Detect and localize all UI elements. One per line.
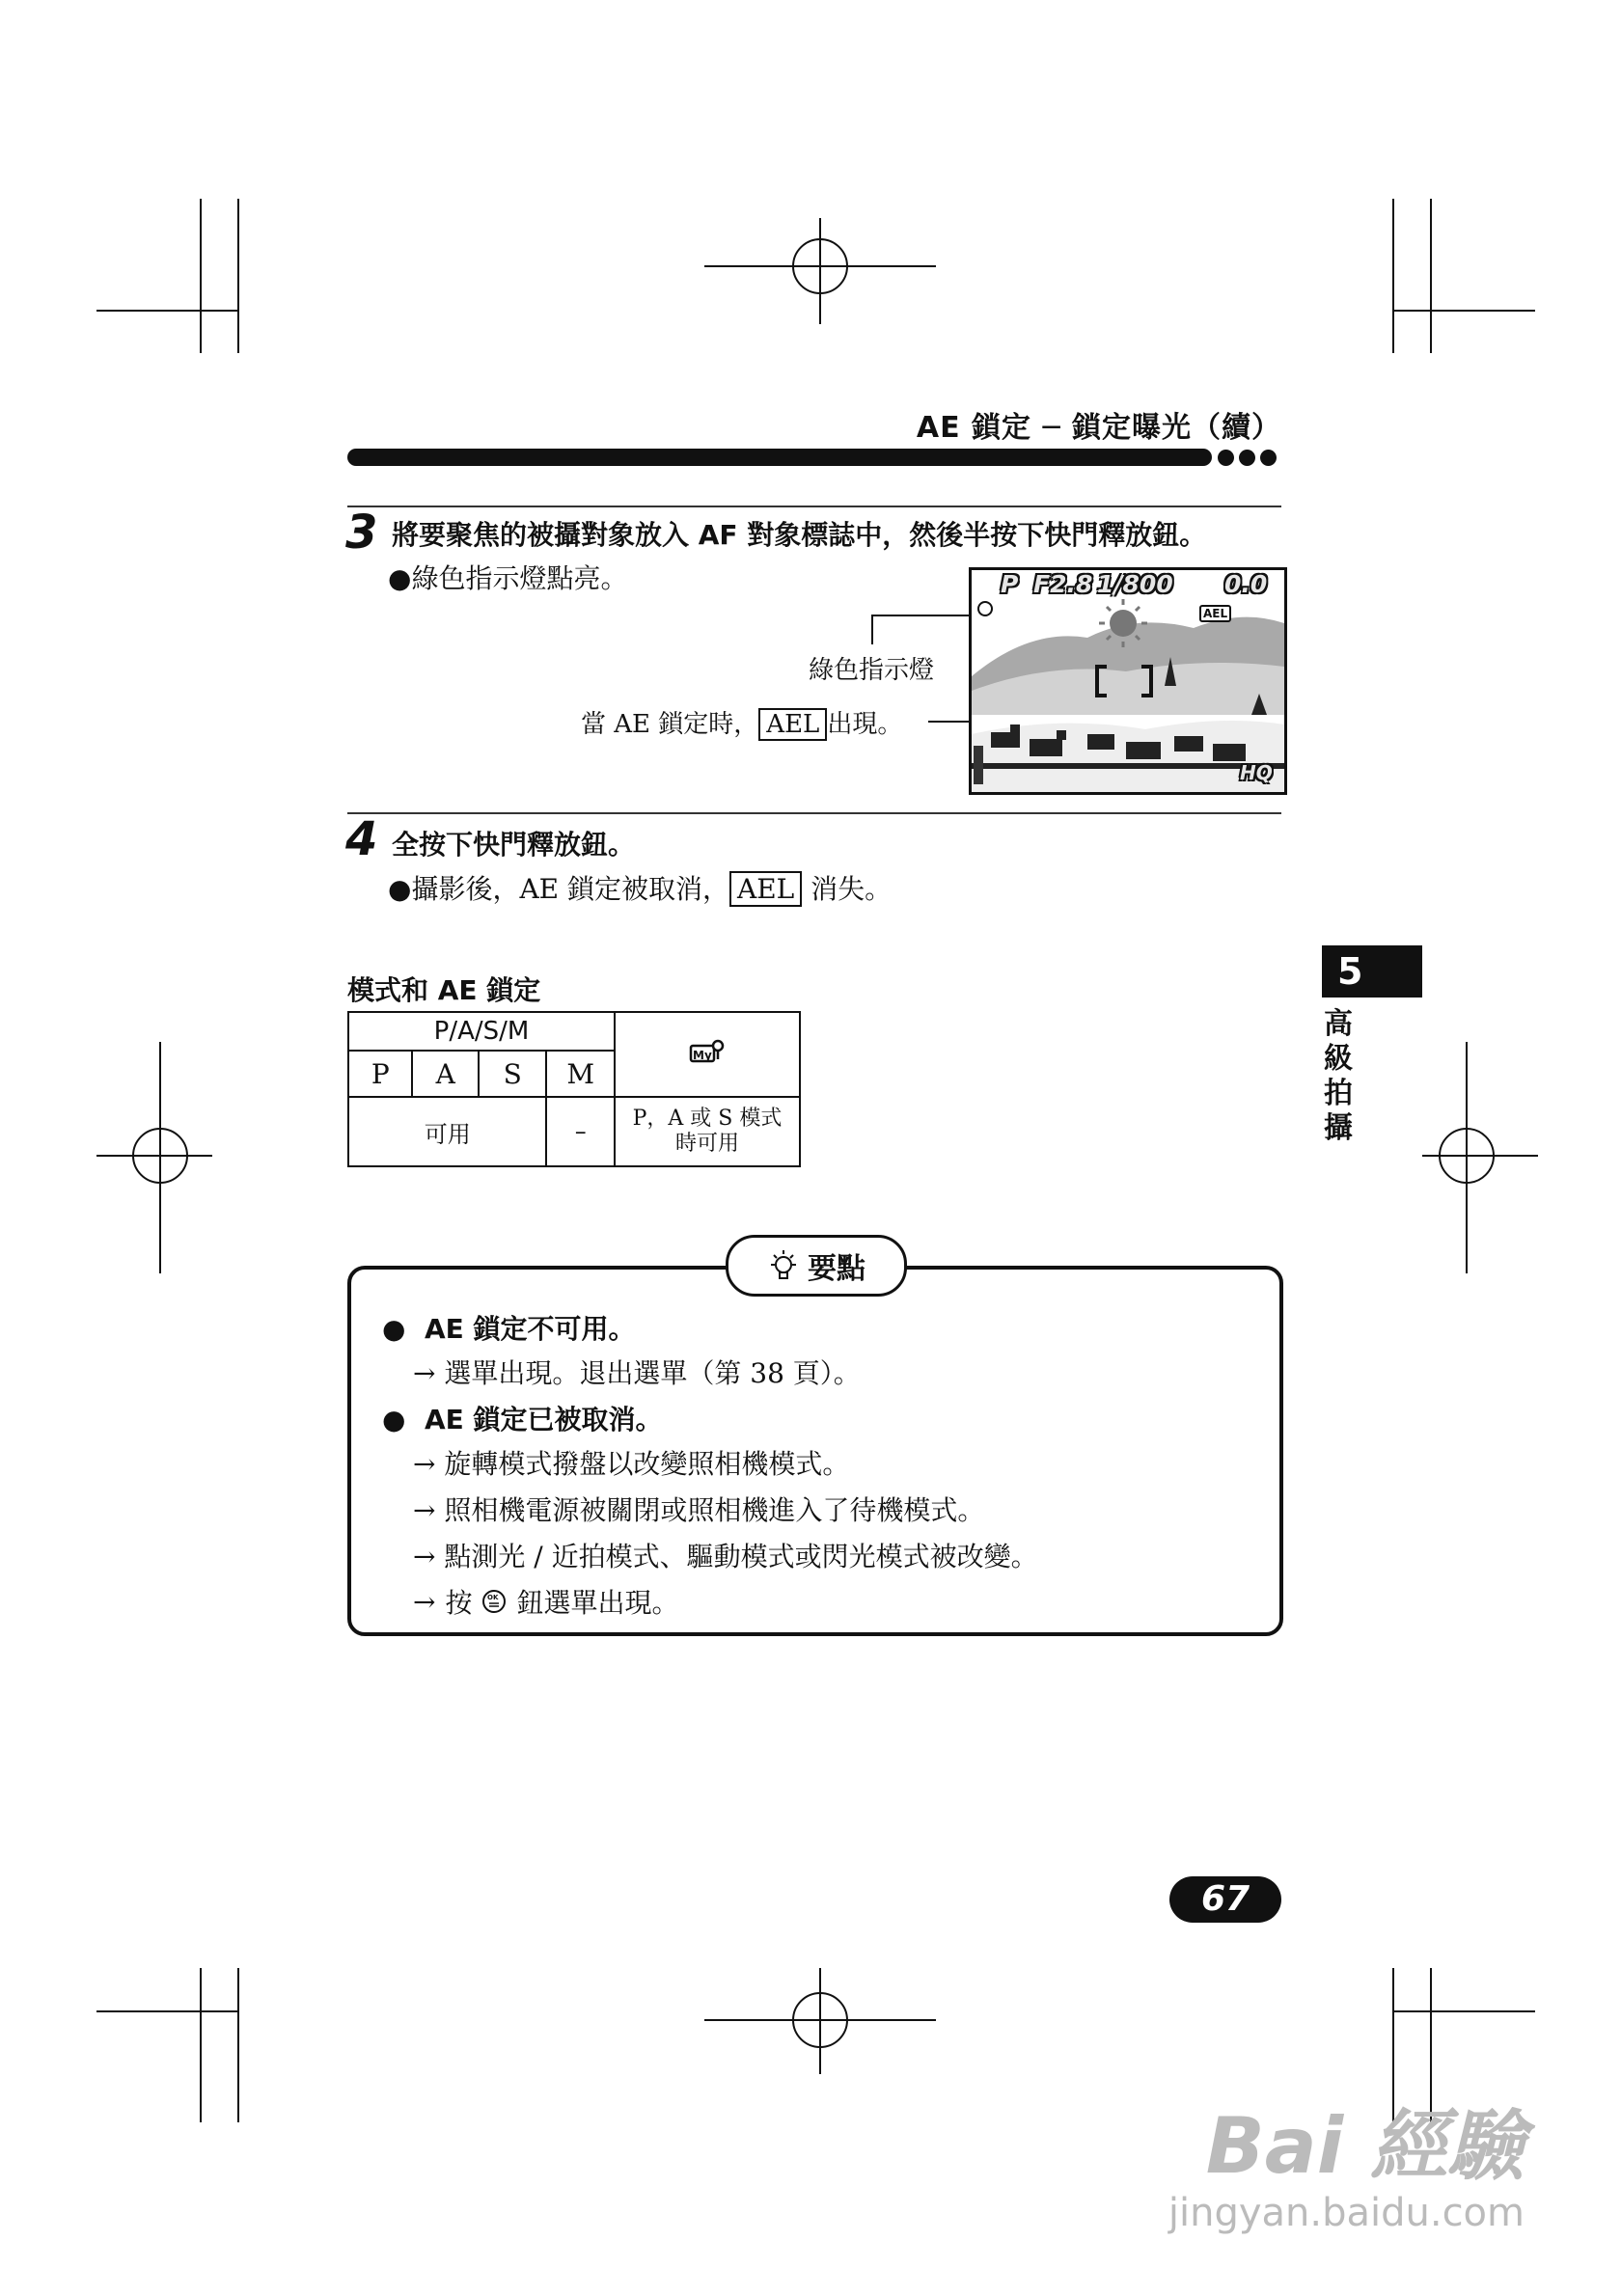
tip-line: → 選單出現。退出選單（第 38 頁）。	[413, 1357, 861, 1389]
mode-table-title: 模式和 AE 鎖定	[347, 974, 541, 1006]
ael-box: AEL	[758, 708, 827, 741]
step3-rule	[347, 506, 1281, 507]
mode-table-col-s: S	[479, 1051, 547, 1097]
tips-tab	[726, 1235, 907, 1297]
lcd-mode: P	[1001, 570, 1019, 598]
watermark-brand: Bai 經驗	[1205, 2101, 1525, 2191]
mode-table-col-a: A	[412, 1051, 478, 1097]
bullet-icon: ●	[388, 562, 412, 594]
tip-item: ● AE 鎖定不可用。	[382, 1313, 636, 1345]
lcd-exposure-comp: 0.0	[1224, 570, 1268, 598]
step3-number: 3	[345, 506, 378, 560]
step3-bullet: ●綠色指示燈點亮。	[388, 562, 628, 594]
bullet-icon: ●	[388, 873, 412, 905]
mode-table-my-header	[615, 1012, 800, 1097]
arrow-right-icon: →	[413, 1494, 436, 1526]
header-dot	[1218, 450, 1234, 466]
registration-mark-top	[704, 218, 936, 324]
mode-table-col-p: P	[348, 1051, 412, 1097]
my-mode-icon	[689, 1038, 726, 1067]
chapter-label: 高級拍攝	[1324, 1007, 1353, 1145]
ok-menu-icon	[481, 1589, 507, 1614]
svg-text:OK: OK	[487, 1594, 499, 1601]
mode-table-available: 可用	[348, 1097, 546, 1166]
registration-mark-left	[96, 1042, 212, 1273]
lcd-shutter: 1/800	[1097, 570, 1173, 598]
chapter-tab: 5	[1322, 945, 1422, 998]
mode-table-col-m: M	[546, 1051, 615, 1097]
tip-line: → 按 OK 鈕選單出現。	[413, 1585, 679, 1619]
tip-line: → 點測光 / 近拍模式、驅動模式或閃光模式被改變。	[413, 1541, 1038, 1572]
page-number: 67	[1169, 1876, 1281, 1923]
step4-number: 4	[345, 812, 378, 866]
registration-mark-bottom	[704, 1968, 936, 2074]
bullet-icon: ●	[382, 1404, 406, 1435]
header-dot	[1260, 450, 1277, 466]
mode-table-my-value: P，A 或 S 模式時可用	[615, 1097, 800, 1166]
arrow-right-icon: →	[413, 1448, 436, 1480]
tip-line: → 旋轉模式撥盤以改變照相機模式。	[413, 1448, 850, 1480]
lcd-ael-badge: AEL	[1199, 605, 1231, 622]
camera-lcd-screen	[969, 567, 1287, 795]
step4-instruction: 全按下快門釋放鈕。	[392, 829, 636, 861]
svg-text:My: My	[693, 1049, 712, 1062]
mode-table	[347, 1011, 801, 1167]
tip-item: ● AE 鎖定已被取消。	[382, 1404, 663, 1435]
mode-table-m-value: –	[546, 1097, 615, 1166]
watermark	[1168, 2103, 1525, 2236]
lcd-quality: HQ	[1240, 761, 1273, 784]
bullet-icon: ●	[382, 1313, 406, 1345]
lcd-aperture: F2.8	[1033, 570, 1093, 598]
callout-green-indicator: 綠色指示燈	[809, 656, 935, 685]
step4-rule	[347, 812, 1281, 814]
header-rule	[347, 449, 1212, 466]
page-header-title: AE 鎖定 ─ 鎖定曝光（續）	[916, 411, 1281, 445]
arrow-right-icon: →	[413, 1585, 436, 1618]
mode-table-group-header: P/A/S/M	[348, 1012, 615, 1051]
arrow-right-icon: →	[413, 1357, 436, 1389]
registration-mark-right	[1422, 1042, 1538, 1273]
step4-bullet: ●攝影後，AE 鎖定被取消， AEL 消失。	[388, 873, 893, 905]
arrow-right-icon: →	[413, 1541, 436, 1572]
step3-instruction: 將要聚焦的被攝對象放入 AF 對象標誌中，然後半按下快門釋放鈕。	[392, 519, 1207, 551]
callout-ael: 當 AE 鎖定時， AEL 出現。	[581, 710, 903, 739]
tips-tab-label: 要點	[808, 1252, 865, 1286]
ael-box: AEL	[729, 871, 802, 907]
lightbulb-icon	[767, 1249, 800, 1282]
watermark-url: jingyan.baidu.com	[1168, 2191, 1525, 2235]
tip-line: → 照相機電源被關閉或照相機進入了待機模式。	[413, 1494, 985, 1526]
lcd-scene	[972, 570, 1284, 792]
header-dot	[1239, 450, 1255, 466]
